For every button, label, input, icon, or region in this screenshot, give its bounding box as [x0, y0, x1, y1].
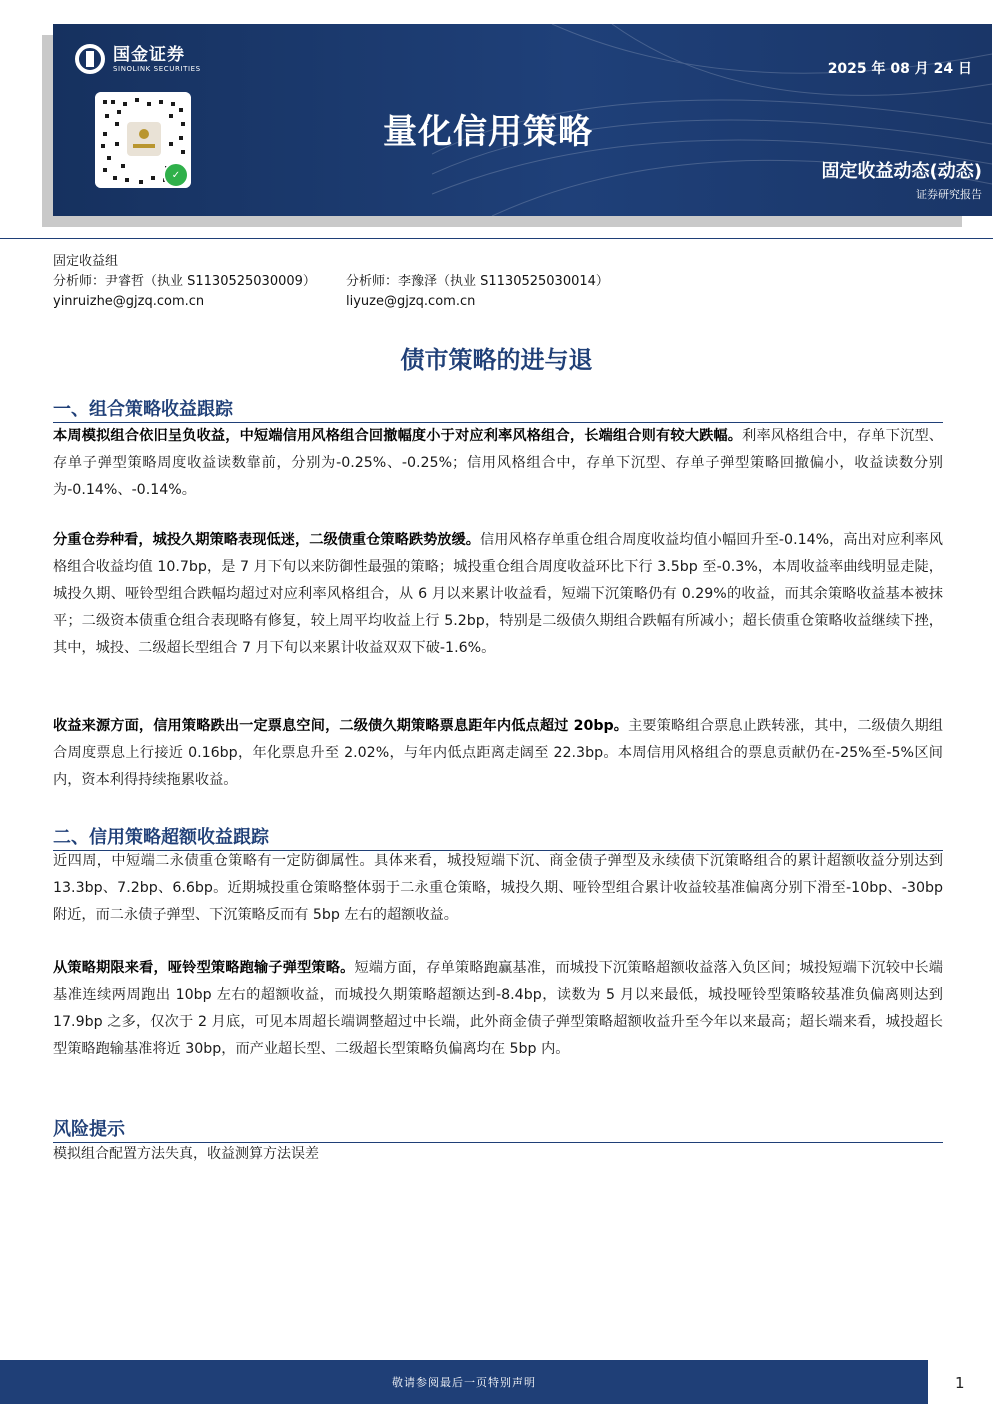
- report-date: 2025 年 08 月 24 日: [827, 61, 972, 77]
- report-type: 证券研究报告: [916, 188, 982, 201]
- author-block: [53, 252, 609, 312]
- s2-p1-body: 近四周，中短端二永债重仓策略有一定防御属性。具体来看，城投短端下沉、商金债子弹型及永续债下沉策略组合的累计超额收益分别达到 13.3bp、7.2bp、6.6bp。近期城投重仓策略整体弱于二永重仓策略，城投久期、哑铃型组合累计收益较基准偏离分别下滑至-10bp、-30bp 附近，而二永债子弹型、下沉策略反而有 5bp 左右的超额收益。: [53, 853, 943, 923]
- report-title: 量化信用策略: [383, 112, 593, 152]
- s1-p3-body: 主要策略组合票息止跌转涨，其中，二级债久期组合周度票息上行接近 0.16bp，年化票息升至 2.02%，与年内低点距离走阔至 22.3bp。本周信用风格组合的票息贡献仍在-25%至-5%区间内，资本利得持续拖累收益。: [53, 718, 943, 788]
- wechat-badge-icon: ✓: [163, 162, 189, 188]
- section-2-heading: 二、信用策略超额收益跟踪: [53, 823, 943, 851]
- s1-p1-lead: 本周模拟组合依旧呈负收益，中短端信用风格组合回撤幅度小于对应利率风格组合，长端组合则有较大跌幅。: [53, 428, 743, 444]
- page-number: 1: [955, 1374, 965, 1392]
- logo-cn-text: 国金证券: [113, 44, 185, 65]
- analyst-2: 分析师：李豫泽（执业 S1130525030014）: [346, 274, 609, 289]
- section-1-paragraph-2: [53, 527, 943, 662]
- s2-p2-body: 短端方面，存单策略跑赢基准，而城投下沉策略超额收益落入负区间；城投短端下沉较中长端基准连续两周跑出 10bp 左右的超额收益，而城投久期策略超额达到-8.4bp，读数为 5 月以来最低，城投哑铃型策略较基准负偏离则达到 17.9bp 之多，仅次于 2 月底，可见本周超长端调整超过中长端，此外商金债子弹型策略超额收益升至今年以来最高；超长端来看，城投超长型策略跑输基准将近 30bp，而产业超长型、二级超长型策略负偏离均在 5bp 内。: [53, 960, 943, 1057]
- section-2-paragraph-1: [53, 848, 943, 929]
- header-rule: [0, 238, 993, 239]
- footer-disclaimer: 敬请参阅最后一页特别声明: [392, 1376, 536, 1389]
- section-1-paragraph-3: [53, 713, 943, 794]
- author-group: 固定收益组: [53, 254, 119, 269]
- analyst-1-email[interactable]: yinruizhe@gjzq.com.cn: [53, 294, 205, 309]
- document-title: 债市策略的进与退: [400, 346, 593, 374]
- company-logo: [75, 44, 201, 74]
- section-1-paragraph-1: [53, 423, 943, 504]
- section-2-paragraph-2: [53, 955, 943, 1063]
- analyst-2-email[interactable]: liyuze@gjzq.com.cn: [346, 294, 476, 309]
- s1-p2-body: 信用风格存单重仓组合周度收益均值小幅回升至-0.14%，高出对应利率风格组合收益均值 10.7bp，是 7 月下旬以来防御性最强的策略；城投重仓组合周度收益环比下行 3.5bp 至-0.3%，本周收益率曲线明显走陡，城投久期、哑铃型组合跌幅均超过对应利率风格组合，从 6 月以来累计收益看，短端下沉策略仍有 0.29%的收益，而其余策略收益基本被抹平；二级资本债重仓组合表现略有修复，较上周平均收益上行 5.2bp，特别是二级债久期组合跌幅有所减小；超长债重仓策略收益继续下挫，其中，城投、二级超长型组合 7 月下旬以来累计收益双双下破-1.6%。: [53, 532, 943, 656]
- logo-en-text: SINOLINK SECURITIES: [113, 64, 201, 73]
- analyst-1: 分析师：尹睿哲（执业 S1130525030009）: [53, 274, 316, 289]
- section-1-heading: 一、组合策略收益跟踪: [53, 395, 943, 423]
- s1-p1-body: 利率风格组合中，存单下沉型、存单子弹型策略周度收益读数靠前，分别为-0.25%、-0.25%；信用风格组合中，存单下沉型、存单子弹型策略回撤偏小，收益读数分别为-0.14%、-0.14%。: [53, 428, 943, 498]
- risk-heading: 风险提示: [53, 1115, 943, 1143]
- s1-p3-lead: 收益来源方面，信用策略跌出一定票息空间，二级债久期策略票息距年内低点超过 20bp。: [53, 718, 629, 734]
- s1-p2-lead: 分重仓券种看，城投久期策略表现低迷，二级债重仓策略跌势放缓。: [53, 532, 481, 548]
- header-banner: [53, 24, 992, 216]
- logo-mark-icon: [75, 44, 105, 74]
- report-category: 固定收益动态(动态): [821, 161, 982, 182]
- s2-p2-lead: 从策略期限来看，哑铃型策略跑输子弹型策略。: [53, 960, 355, 976]
- risk-text: 模拟组合配置方法失真，收益测算方法误差: [53, 1146, 319, 1162]
